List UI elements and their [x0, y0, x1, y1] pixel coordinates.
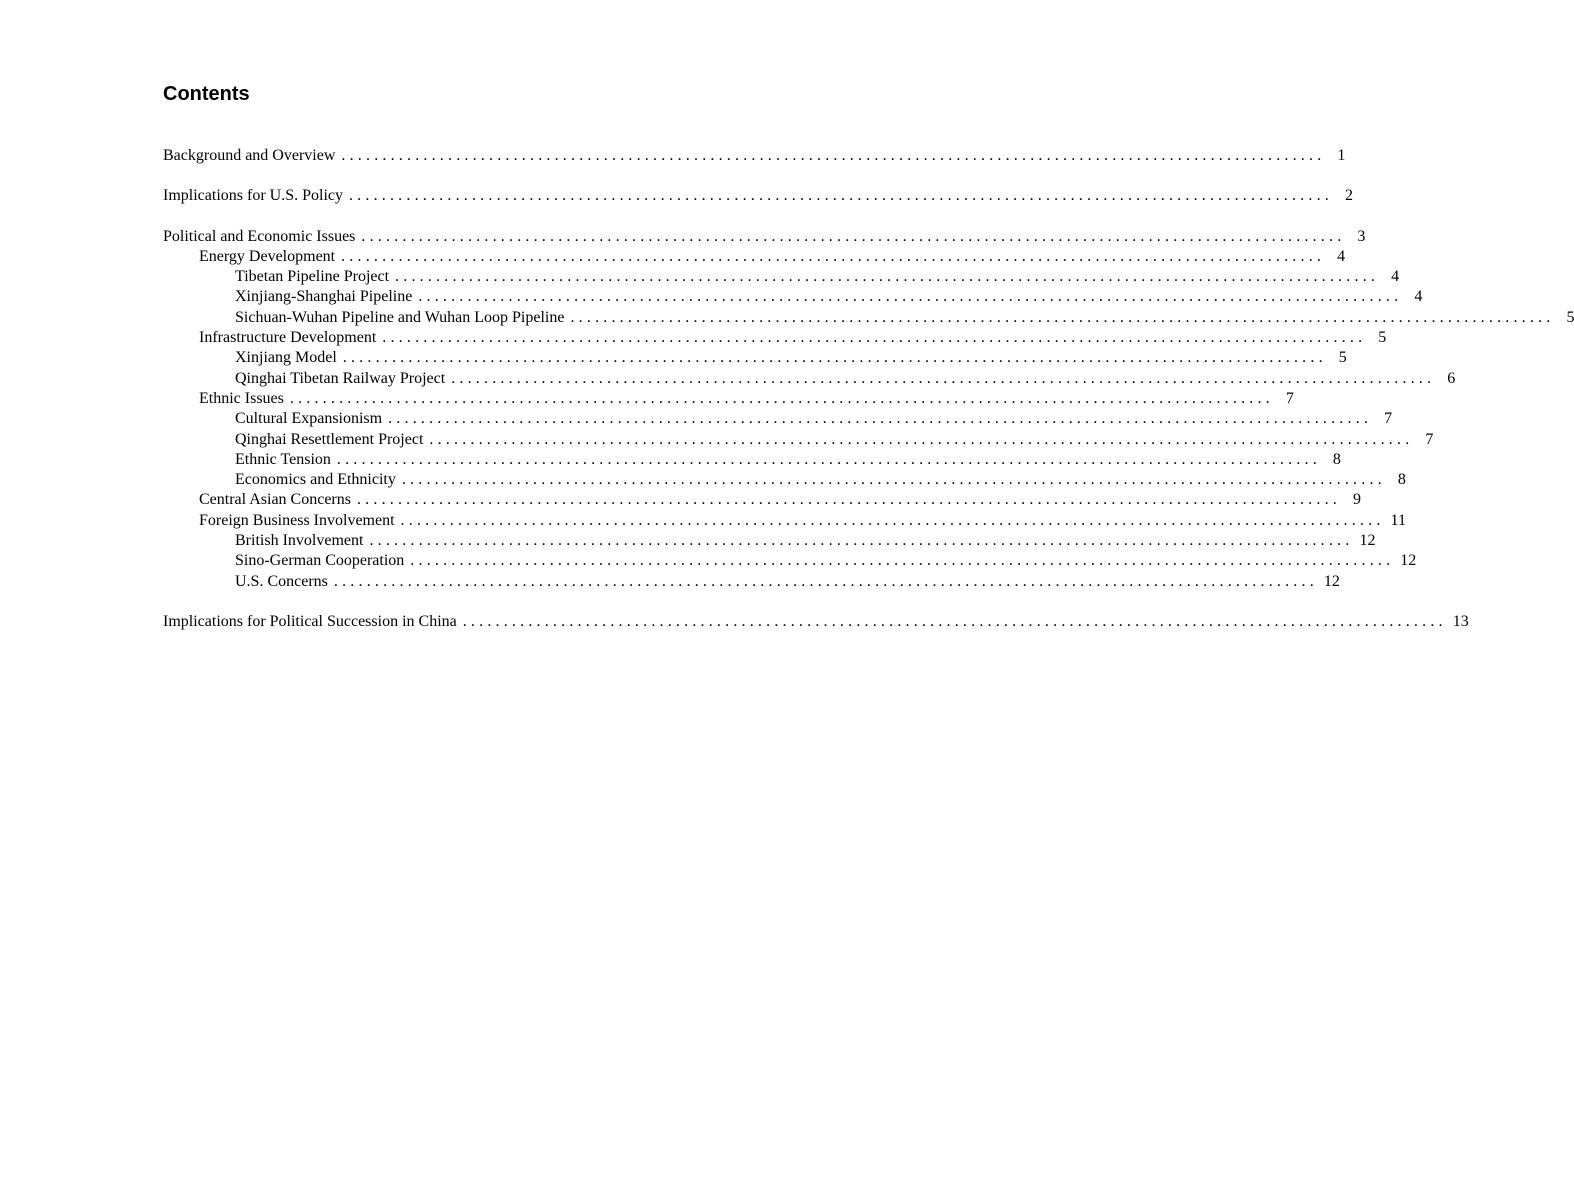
toc-entry-label: Sichuan-Wuhan Pipeline and Wuhan Loop Pipeline [235, 308, 565, 326]
toc-entry-page-number: 6 [1447, 369, 1456, 387]
toc-entry-label: Cultural Expansionism [235, 410, 383, 428]
toc-entry[interactable] [163, 287, 1423, 307]
toc-entry-page-number: 3 [1357, 227, 1366, 245]
toc-entry-page-number: 12 [1400, 552, 1417, 570]
table-of-contents [163, 146, 1574, 632]
toc-entry-label: Qinghai Tibetan Railway Project [235, 369, 446, 387]
toc-entry[interactable] [163, 308, 1574, 328]
dot-leader: ........................................................................................................................ [341, 147, 1326, 164]
toc-entry-page-number: 5 [1378, 329, 1387, 347]
toc-entry-label: Xinjiang Model [235, 349, 337, 367]
toc-entry[interactable] [163, 146, 1346, 166]
toc-entry-label: Implications for U.S. Policy [163, 187, 343, 205]
toc-entry[interactable] [163, 186, 1353, 206]
toc-entry-label: Ethnic Issues [199, 389, 284, 407]
toc-entry-label: Infrastructure Development [199, 329, 377, 347]
toc-entry-page-number: 7 [1285, 389, 1294, 407]
dot-leader: ........................................................................................................................ [401, 471, 1386, 489]
toc-entry[interactable] [163, 572, 1340, 592]
toc-entry-page-number: 1 [1337, 147, 1346, 164]
toc-entry-page-number: 8 [1332, 450, 1341, 468]
dot-leader: ........................................................................................................................ [333, 572, 1318, 590]
dot-leader: ........................................................................................................................ [570, 308, 1555, 326]
dot-leader: ........................................................................................................................ [342, 349, 1327, 367]
toc-entry-page-number: 8 [1397, 471, 1406, 489]
toc-entry-label: Central Asian Concerns [199, 491, 351, 509]
toc-entry[interactable] [163, 267, 1400, 287]
dot-leader: ........................................................................................................................ [369, 532, 1354, 550]
dot-leader: ........................................................................................................................ [382, 329, 1367, 347]
toc-entry-label: Background and Overview [163, 147, 336, 164]
toc-entry-page-number: 2 [1344, 187, 1353, 205]
dot-leader: ........................................................................................................................ [336, 450, 1321, 468]
toc-entry[interactable] [163, 470, 1406, 490]
dot-leader: ........................................................................................................................ [451, 369, 1436, 387]
dot-leader: ........................................................................................................................ [341, 247, 1326, 265]
toc-entry-label: Energy Development [199, 247, 336, 265]
dot-leader: ........................................................................................................................ [395, 268, 1380, 286]
dot-leader: ........................................................................................................................ [289, 389, 1274, 407]
toc-entry-page-number: 11 [1390, 511, 1406, 529]
toc-entry[interactable] [163, 511, 1406, 531]
toc-entry[interactable] [163, 531, 1376, 551]
toc-entry-label: Sino-German Cooperation [235, 552, 405, 570]
toc-entry-label: Ethnic Tension [235, 450, 331, 468]
toc-entry[interactable] [163, 450, 1341, 470]
toc-entry-page-number: 7 [1425, 430, 1434, 448]
toc-entry-page-number: 7 [1384, 410, 1393, 428]
toc-entry-label: Qinghai Resettlement Project [235, 430, 424, 448]
toc-entry-label: Xinjiang-Shanghai Pipeline [235, 288, 413, 306]
toc-entry[interactable] [163, 247, 1346, 267]
toc-entry[interactable] [163, 389, 1294, 409]
toc-entry-label: U.S. Concerns [235, 572, 328, 590]
toc-entry[interactable] [163, 227, 1366, 247]
toc-entry-page-number: 13 [1452, 612, 1469, 630]
toc-entry-page-number: 5 [1338, 349, 1347, 367]
dot-leader: ........................................................................................................................ [348, 187, 1333, 205]
toc-entry-page-number: 12 [1359, 532, 1376, 550]
toc-entry[interactable] [163, 369, 1456, 389]
toc-entry-label: Tibetan Pipeline Project [235, 268, 390, 286]
dot-leader: ........................................................................................................................ [429, 430, 1414, 448]
dot-leader: ........................................................................................................................ [410, 552, 1395, 570]
toc-entry[interactable] [163, 328, 1387, 348]
toc-entry-label: Foreign Business Involvement [199, 511, 395, 529]
dot-leader: ........................................................................................................................ [361, 227, 1346, 245]
page-title: Contents [163, 83, 250, 105]
toc-entry-label: Implications for Political Succession in China [163, 612, 457, 630]
dot-leader: ........................................................................................................................ [462, 612, 1447, 630]
toc-entry-page-number: 5 [1566, 308, 1574, 326]
dot-leader: ........................................................................................................................ [388, 410, 1373, 428]
toc-entry-label: British Involvement [235, 532, 364, 550]
toc-entry-label: Economics and Ethnicity [235, 471, 396, 489]
toc-entry-page-number: 12 [1323, 572, 1340, 590]
toc-entry-page-number: 4 [1414, 288, 1423, 306]
toc-entry[interactable] [163, 430, 1434, 450]
dot-leader: ........................................................................................................................ [418, 288, 1403, 306]
toc-entry-label: Political and Economic Issues [163, 227, 356, 245]
dot-leader: ........................................................................................................................ [356, 491, 1341, 509]
toc-entry[interactable] [163, 409, 1393, 429]
toc-entry[interactable] [163, 490, 1361, 510]
toc-entry-page-number: 4 [1337, 247, 1346, 265]
toc-entry-page-number: 9 [1352, 491, 1361, 509]
toc-entry[interactable] [163, 612, 1469, 632]
dot-leader: ........................................................................................................................ [400, 511, 1385, 529]
toc-entry[interactable] [163, 348, 1347, 368]
toc-entry[interactable] [163, 551, 1417, 571]
toc-entry-page-number: 4 [1391, 268, 1400, 286]
